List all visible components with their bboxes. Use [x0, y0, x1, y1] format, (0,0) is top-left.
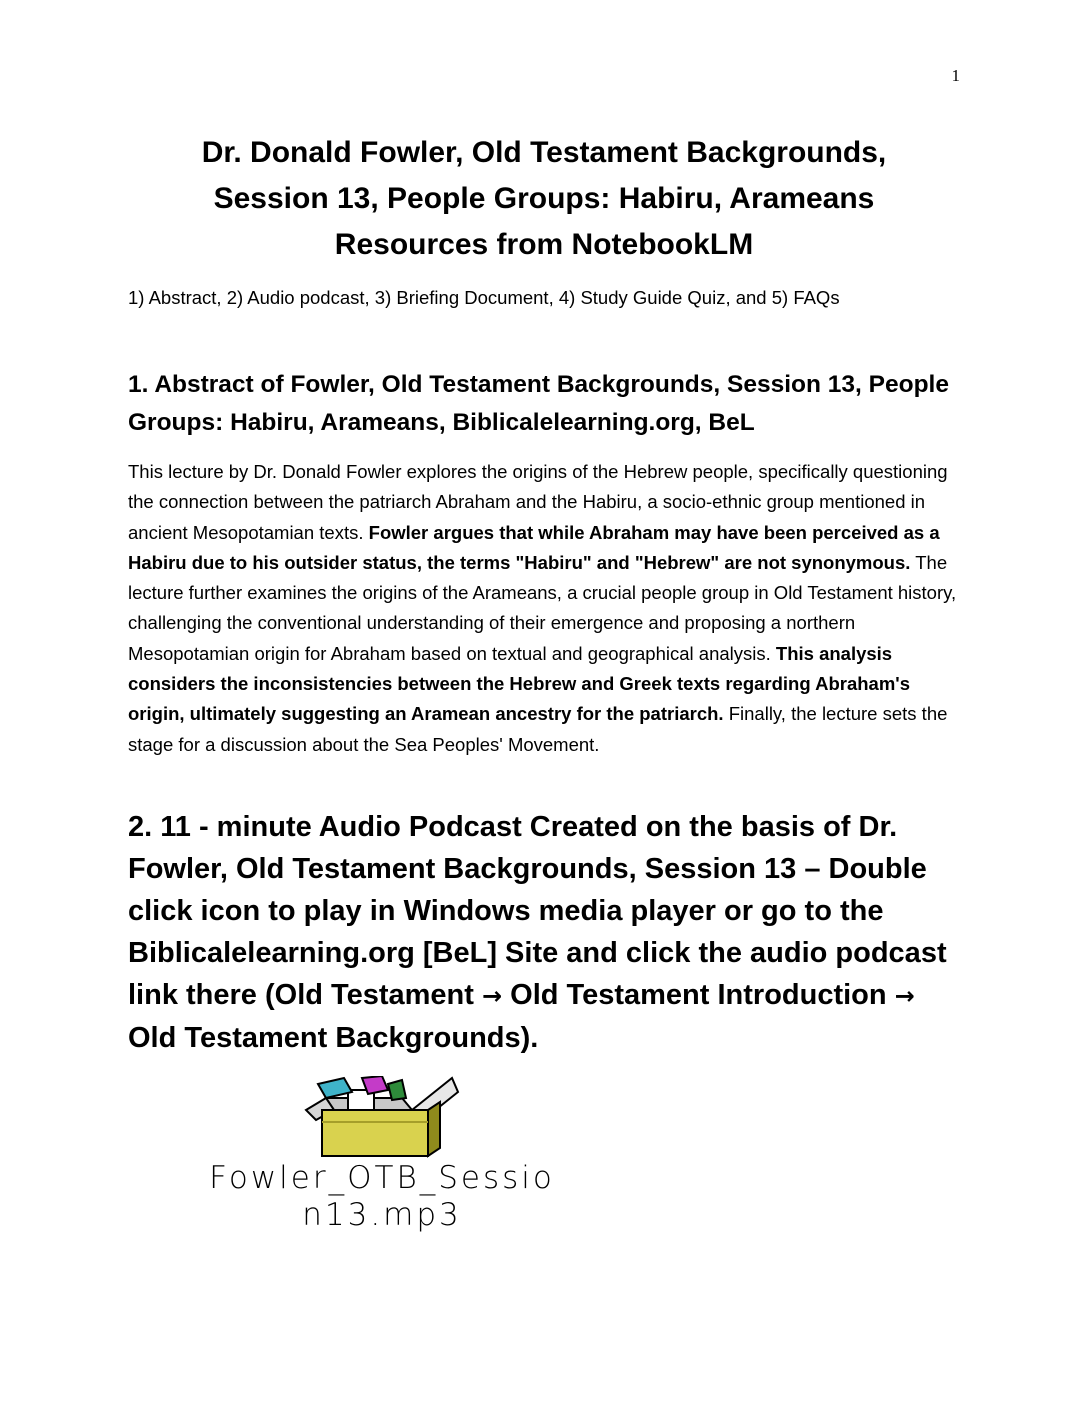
title-line-3: Resources from NotebookLM: [334, 228, 754, 261]
title-line-1: Dr. Donald Fowler, Old Testament Backgrounds,: [201, 136, 887, 169]
title-line-2: Session 13, People Groups: Habiru, Arameans: [213, 182, 875, 215]
abstract-paragraph: [128, 457, 960, 760]
media-file-name-line-2: n13.mp3: [302, 1197, 462, 1233]
podcast-heading-text-1: 2. 11 - minute Audio Podcast Created on the basis of Dr. Fowler, Old Testament Backgrounds, Session 13 – Double click icon to play in Windows media player or go to the Biblicalelearning.org [BeL] Site and click the audio podcast link there (Old Testament: [128, 811, 947, 1011]
media-file-label[interactable]: [132, 1160, 632, 1234]
abstract-bold-2: This analysis considers the inconsistencies between the Hebrew and Greek texts regarding Abraham's origin, ultimately suggesting an Aramean ancestry for the patriarch.: [128, 642, 910, 725]
podcast-heading-text-2: Old Testament Introduction: [502, 979, 895, 1011]
abstract-text-1: This lecture by Dr. Donald Fowler explores the origins of the Hebrew people, specifically questioning the connection between the patriarch Abraham and the Habiru, a socio-ethnic group mentioned in ancient Mesopotamian texts.: [128, 461, 948, 543]
podcast-heading-text-3: Old Testament Backgrounds).: [128, 1022, 539, 1054]
package-icon[interactable]: [302, 1076, 462, 1158]
abstract-heading: 1. Abstract of Fowler, Old Testament Backgrounds, Session 13, People Groups: Habiru, Arameans, Biblicalelearning.org, BeL: [128, 371, 949, 436]
podcast-heading: [128, 806, 968, 1059]
abstract-text-2: The lecture further examines the origins of the Arameans, a crucial people group in Old Testament history, challenging the conventional understanding of their emergence and proposing a northern Mesopotamian origin for Abraham based on textual and geographical analysis.: [128, 551, 957, 664]
abstract-text-3: Finally, the lecture sets the stage for a discussion about the Sea Peoples' Movement.: [128, 703, 948, 755]
page-number: 1: [951, 66, 960, 85]
media-file-name-line-1: Fowler_OTB_Sessio: [209, 1160, 555, 1196]
contents-line: 1) Abstract, 2) Audio podcast, 3) Briefing Document, 4) Study Guide Quiz, and 5) FAQs: [128, 287, 840, 308]
arrow-icon: →: [481, 982, 503, 1010]
document-title: [128, 130, 960, 268]
abstract-bold-1: Fowler argues that while Abraham may have been perceived as a Habiru due to his outsider status, the terms "Habiru" and "Hebrew" are not synonymous.: [128, 521, 940, 573]
arrow-icon: →: [894, 982, 915, 1010]
